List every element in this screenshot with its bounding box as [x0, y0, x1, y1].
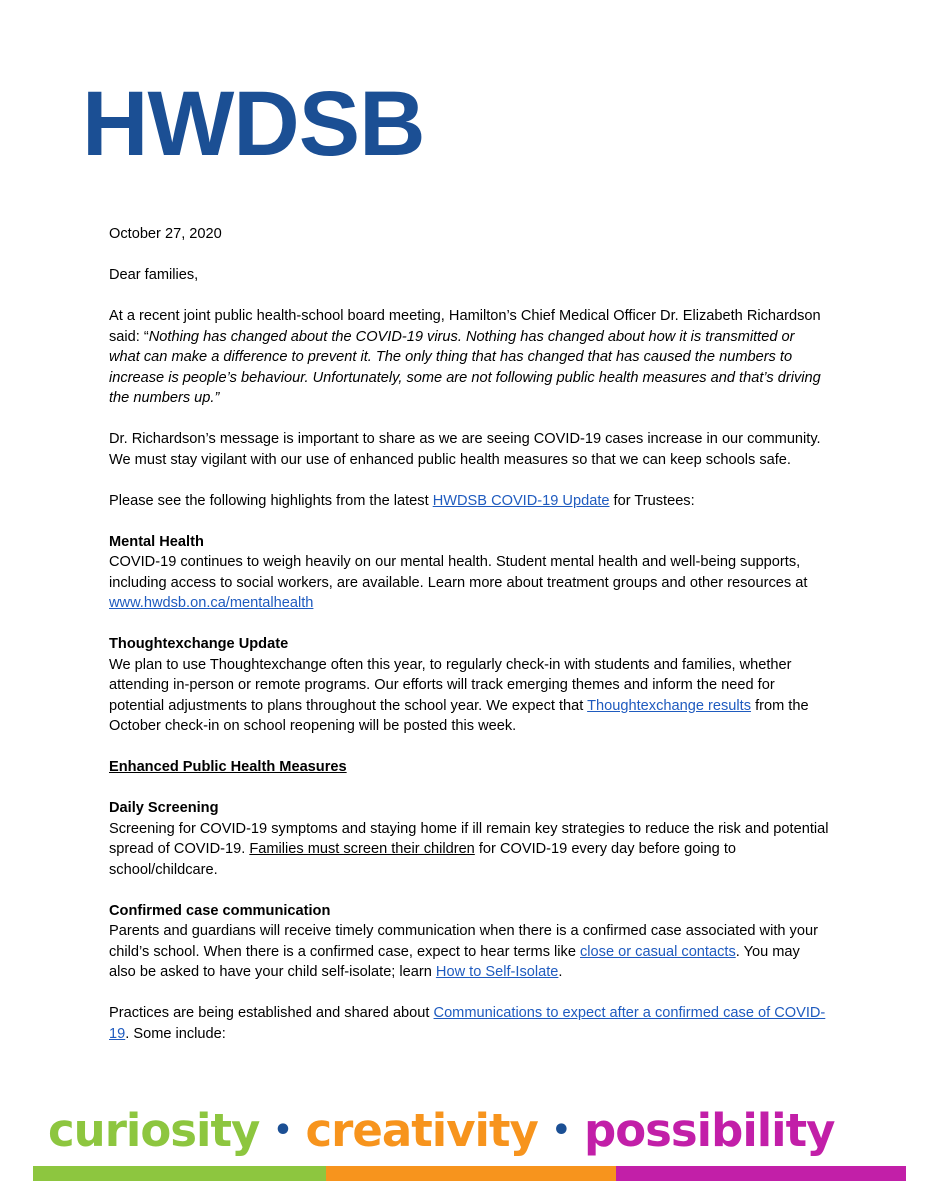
mental-health-link[interactable]: www.hwdsb.on.ca/mentalhealth — [109, 595, 314, 611]
mental-health-heading: Mental Health — [109, 533, 204, 550]
mental-health-text: COVID-19 continues to weigh heavily on our mental health. Student mental health and well-being supports, including access to social workers, are available. Learn more about treatment groups and other resources at www.hwdsb.on.ca/mentalhealth — [109, 554, 808, 611]
footer-bar-magenta — [616, 1166, 906, 1181]
thoughtexchange-results-link[interactable]: Thoughtexchange results — [587, 697, 752, 714]
covid-update-link[interactable]: HWDSB COVID-19 Update — [432, 492, 610, 509]
hwdsb-logo: HWDSB — [82, 73, 425, 175]
tagline-creativity: creativity — [305, 1104, 538, 1157]
tagline-possibility: possibility — [583, 1104, 835, 1157]
footer-tagline — [48, 1104, 835, 1157]
richardson-quote: Nothing has changed about the COVID-19 virus. Nothing has changed about how it is transmitted or what can make a difference to prevent it. The only thing that has changed that has caused the numbers to increase is people’s behaviour. Unfortunately, some are not following public health measures and that’s driving the numbers up. — [109, 328, 821, 406]
paragraph-quote: At a recent joint public health-school board meeting, Hamilton’s Chief Medical Officer Dr. Elizabeth Richardson said: “Nothing has changed about the COVID-19 virus. Nothing has changed about how it is transmitted or what can make a difference to prevent it. The only thing that has changed that has caused the numbers to increase is people’s behaviour. Unfortunately, some are not following public health measures and that’s driving the numbers up.” — [109, 308, 821, 406]
close-casual-contacts-link[interactable]: close or casual contacts — [580, 943, 736, 960]
confirmed-case-heading: Confirmed case communication — [109, 902, 331, 919]
separator-dot: • — [273, 1113, 292, 1148]
confirmed-case-text: Parents and guardians will receive timely communication when there is a confirmed case associated with your child’s school. When there is a confirmed case, expect to hear terms like close or casual contacts. You may also be asked to have your child self-isolate; learn How to Self-Isolate. — [109, 923, 818, 980]
letter-body — [109, 224, 829, 1065]
thoughtexchange-heading: Thoughtexchange Update — [109, 636, 289, 652]
letter-date: October 27, 2020 — [109, 226, 222, 242]
daily-screening-text: Screening for COVID-19 symptoms and staying home if ill remain key strategies to reduce the risk and potential spread of COVID-19. Families must screen their children for COVID-19 every day before going to school/childcare. — [109, 820, 829, 878]
practices-text: Practices are being established and shared about Communications to expect after a confirmed case of COVID-19. Some include: — [109, 1005, 826, 1042]
enhanced-measures-heading: Enhanced Public Health Measures — [109, 759, 347, 775]
paragraph-highlights: Please see the following highlights from the latest HWDSB COVID-19 Update for Trustees: — [109, 492, 695, 509]
tagline-curiosity: curiosity — [48, 1104, 260, 1157]
paragraph-message: Dr. Richardson’s message is important to share as we are seeing COVID-19 cases increase in our community. We must stay vigilant with our use of enhanced public health measures so that we can keep schools safe. — [109, 431, 821, 468]
footer-bar-orange — [326, 1166, 616, 1181]
footer-bar-green — [33, 1166, 326, 1181]
letter-greeting: Dear families, — [109, 267, 199, 283]
thoughtexchange-text: We plan to use Thoughtexchange often this year, to regularly check-in with students and families, whether attending in-person or remote programs. Our efforts will track emerging themes and inform the need for potential adjustments to plans throughout the school year. We expect that Thoughtexchange results from the October check-in on school reopening will be posted this week. — [109, 656, 809, 734]
daily-screening-heading: Daily Screening — [109, 800, 219, 816]
screen-children-text: Families must screen their children — [249, 841, 475, 857]
communications-link[interactable]: Communications to expect after a confirmed case of COVID-19 — [109, 1005, 826, 1042]
separator-dot: • — [551, 1113, 570, 1148]
self-isolate-link[interactable]: How to Self-Isolate — [435, 964, 559, 980]
